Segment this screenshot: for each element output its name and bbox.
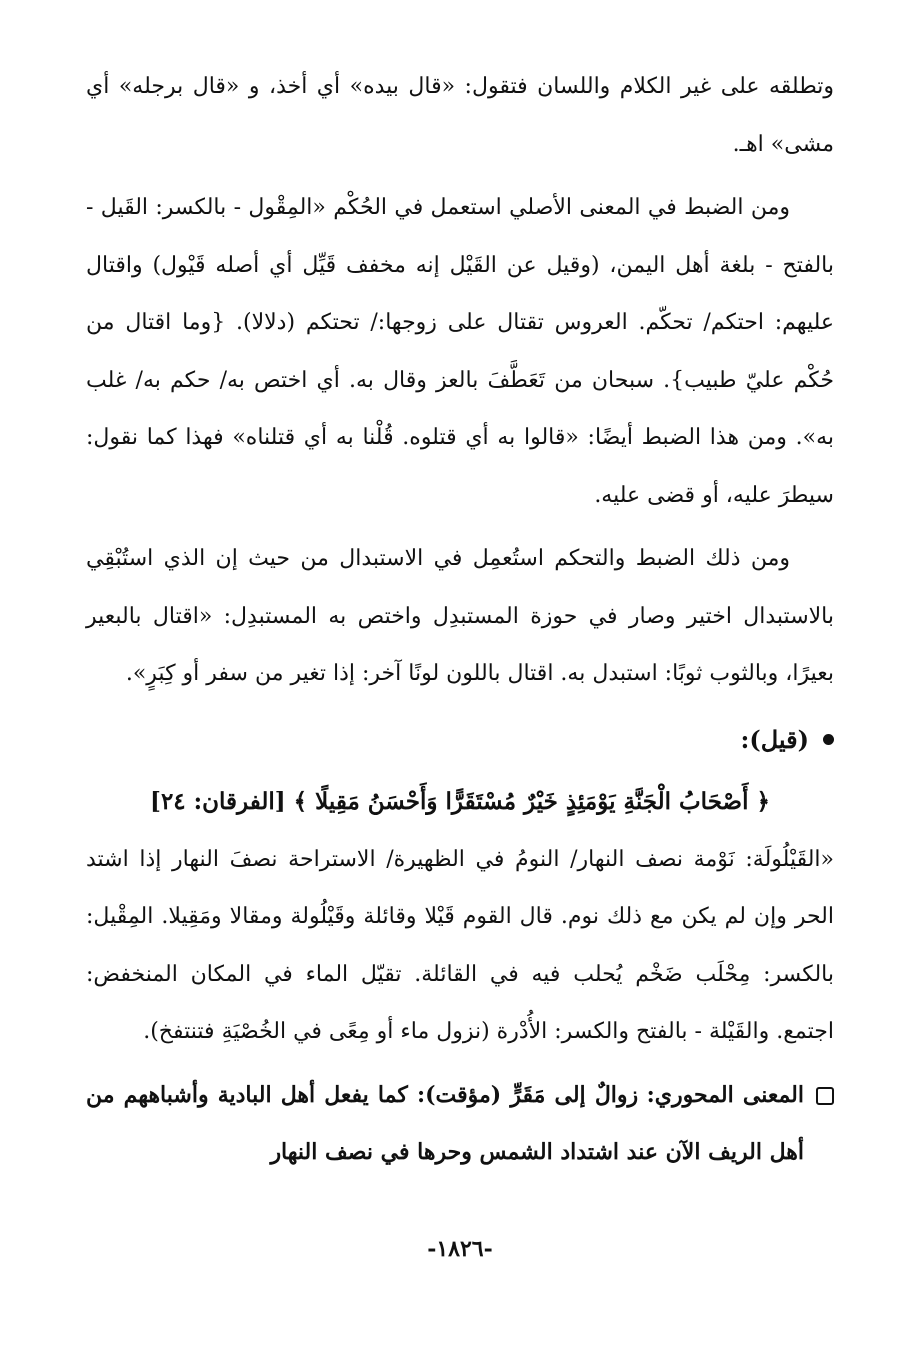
verse-text: ﴿ أَصْحَابُ الْجَنَّةِ يَوْمَئِذٍ خَيْرٌ مُسْتَقَرًّا وَأَحْسَنُ مَقِيلًا ﴾ <box>293 787 770 815</box>
quran-verse <box>86 773 834 831</box>
paragraph-intro: وتطلقه على غير الكلام واللسان فتقول: «قال بيده» أي أخذ، و «قال برجله» أي مشى» اهـ. <box>86 74 834 157</box>
paragraph-exchange-meaning: ومن ذلك الضبط والتحكم استُعمِل في الاستبدال من حيث إن الذي استُبْقِي بالاستبدال اختير وصار في حوزة المستبدِل واختص به المستبدِل: «اقتال بالبعير بعيرًا، وبالثوب ثوبًا: استبدل به. اقتال باللون لونًا آخر: إذا تغير من سفر أو كِبَرٍ». <box>86 546 834 686</box>
paragraph-control-meaning: ومن الضبط في المعنى الأصلي استعمل في الحُكْم «المِقْول - بالكسر: القَيل - بالفتح - بلغة أهل اليمن، (وقيل عن القَيْل إنه مخفف قَيِّل أي أصله قَيْول) واقتال عليهم: احتكم/ تحكّم. العروس تقتال على زوجها:/ تحتكم (دلالا). {وما اقتال من حُكْم عليّ طبيب}. سبحان من تَعَطَّفَ بالعز وقال به. أي اختص به/ حكم به/ غلب به». ومن هذا الضبط أيضًا: «قالوا به أي قتلوه. قُلْنا به أي قتلناه» فهذا كما نقول: سيطرَ عليه، أو قضى عليه. <box>86 195 834 508</box>
square-bullet-icon <box>816 1087 834 1105</box>
core-meaning-label: المعنى المحوري: <box>646 1081 804 1108</box>
page-number: -١٨٢٦- <box>427 1236 493 1262</box>
core-meaning <box>86 1067 834 1182</box>
page-body <box>86 58 834 1188</box>
bullet-icon <box>823 734 834 745</box>
verse-reference: [الفرقان: ٢٤] <box>150 787 286 815</box>
root-heading-text: (قيل): <box>740 725 809 754</box>
core-meaning-text: زوالٌ إلى مَقَرٍّ (مؤقت): كما يفعل أهل البادية وأشباههم من أهل الريف الآن عند اشتداد الشمس وحرها في نصف النهار <box>86 1081 804 1165</box>
root-heading <box>86 709 834 771</box>
lexical-entry: «القَيْلُولَة: نَوْمة نصف النهار/ النومُ في الظهيرة/ الاستراحة نصفَ النهار إذا اشتد الحر وإن لم يكن مع ذلك نوم. قال القوم قَيْلا وقائلة وقَيْلُولة ومقالا ومَقِيلا. المِقْيل: بالكسر: مِحْلَب ضَخْم يُحلب فيه في القائلة. تقيّل الماء في المكان المنخفض: اجتمع. والقَيْلة - بالفتح والكسر: الأُدْرة (نزول ماء أو مِعًى في الخُصْيَةِ فتنتفخ). <box>86 846 834 1044</box>
